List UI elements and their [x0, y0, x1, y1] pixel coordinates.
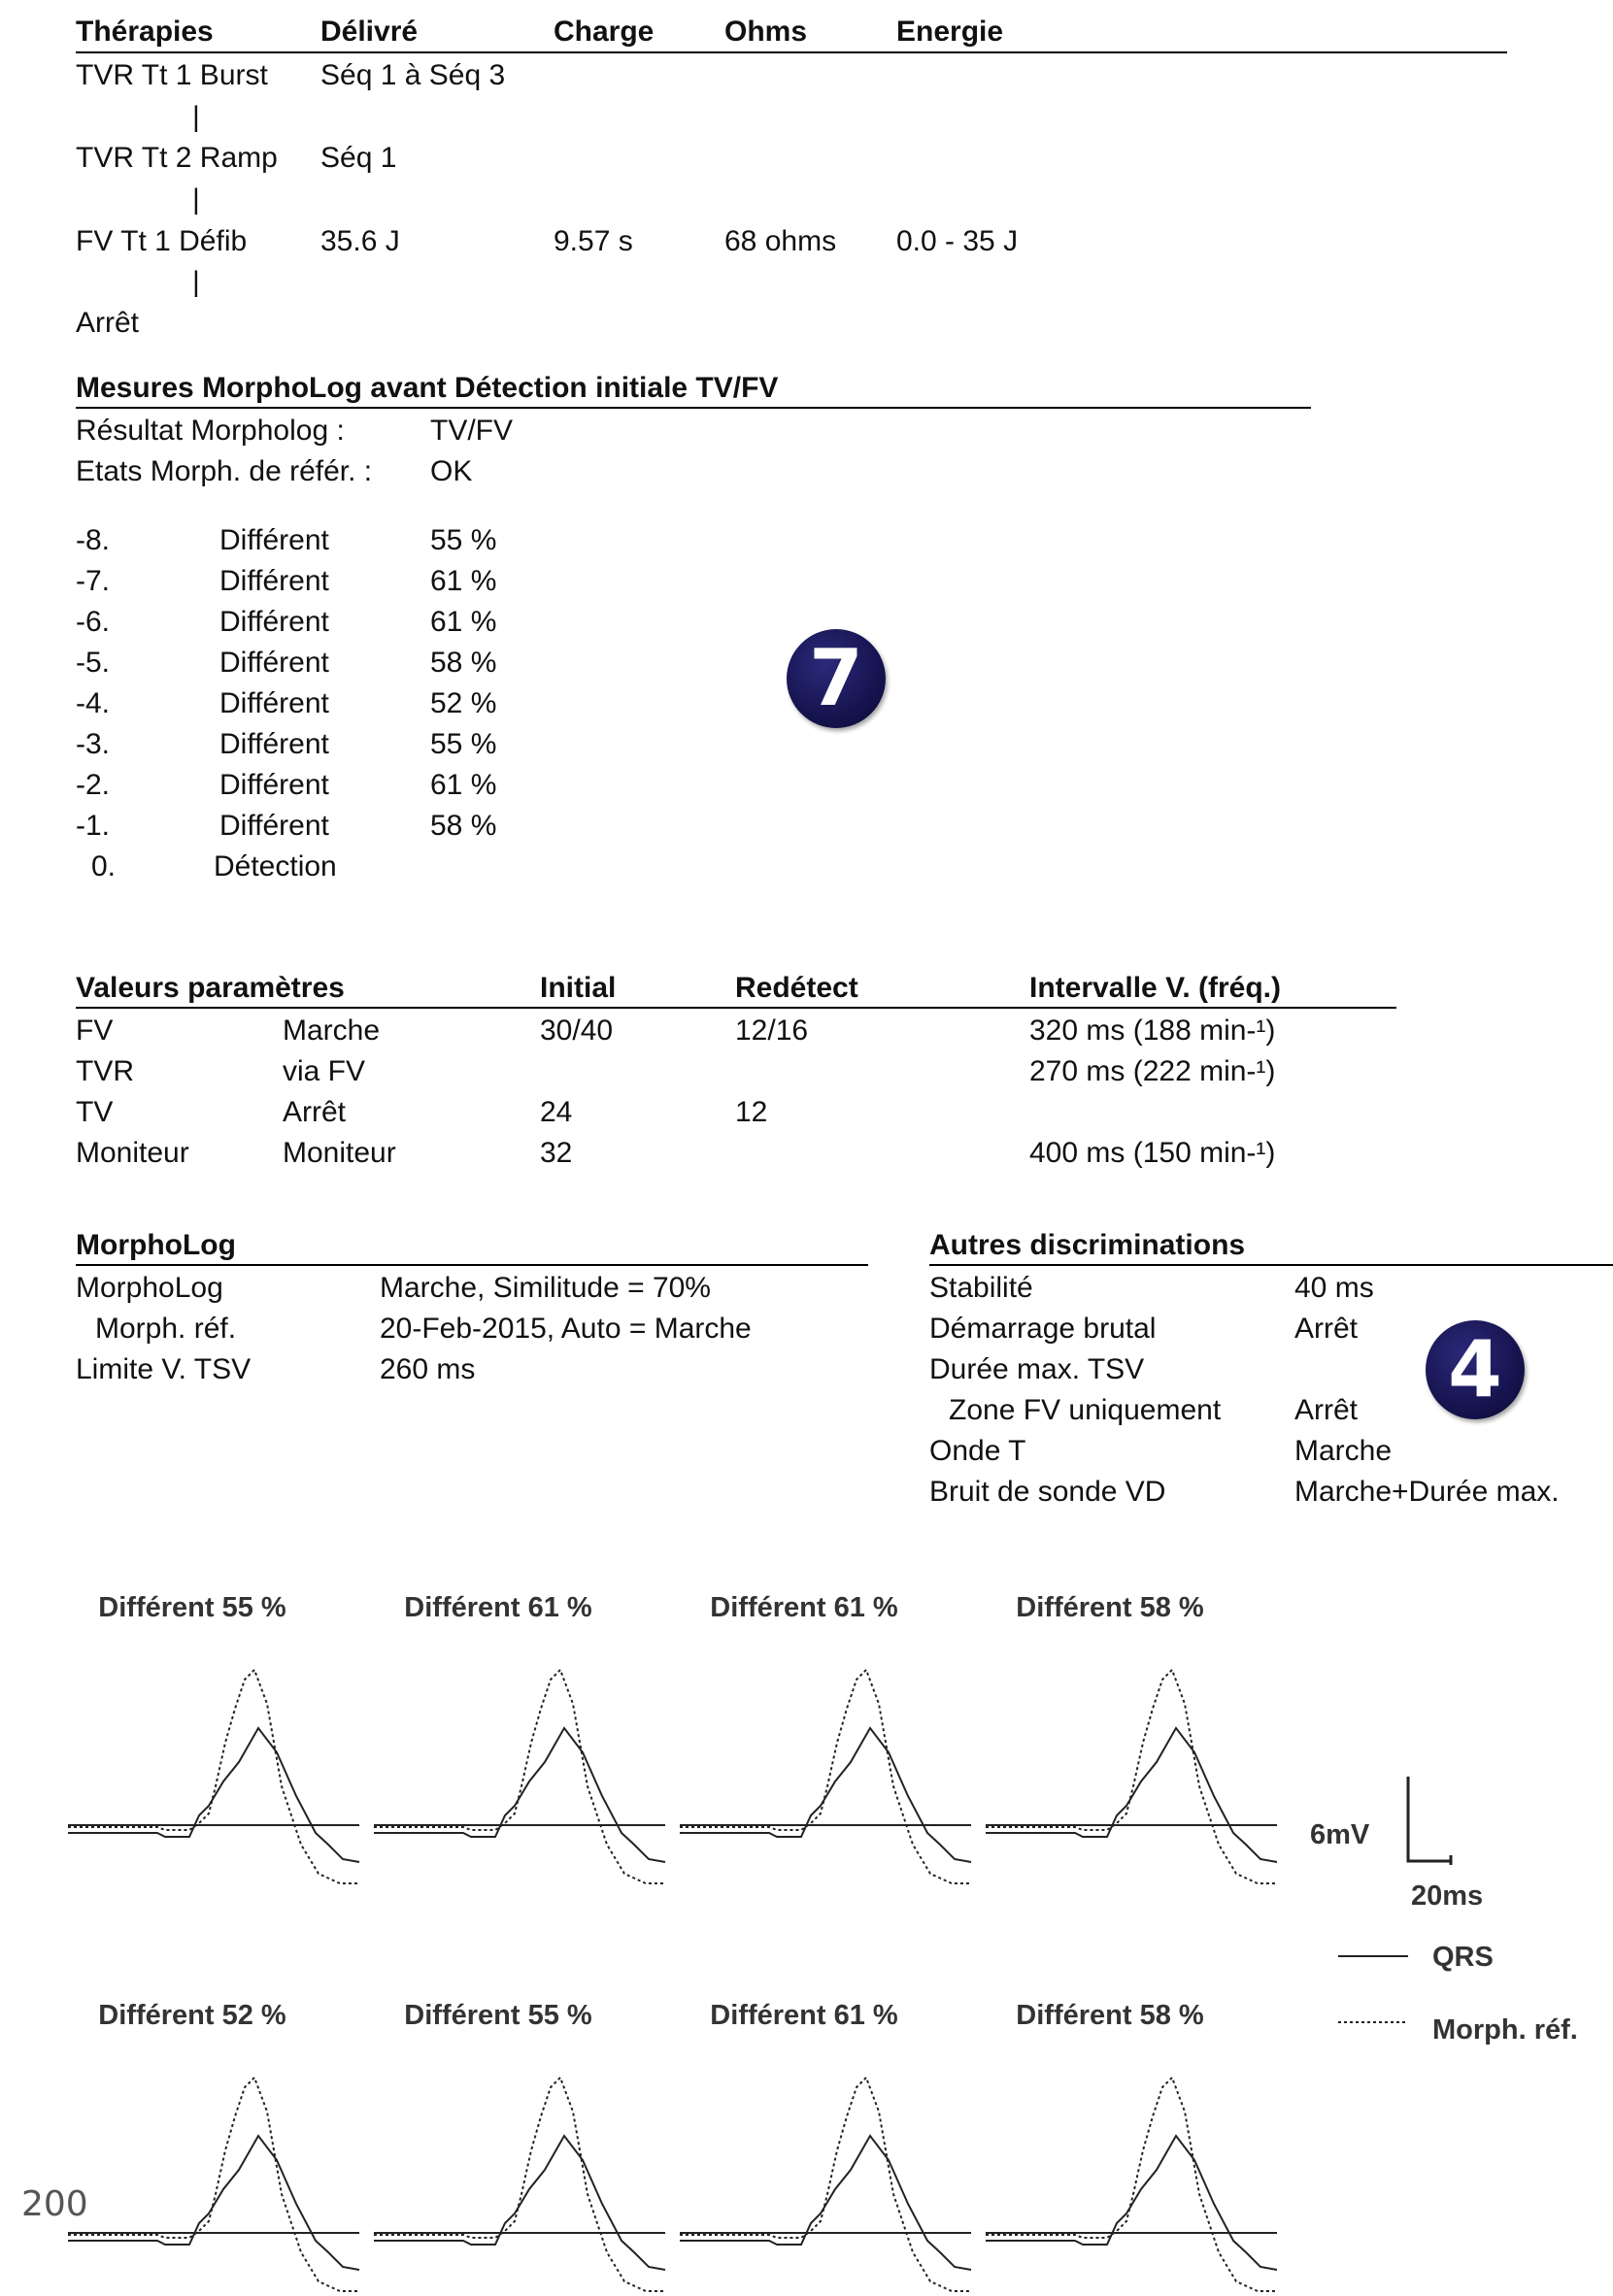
page-number: 200 — [21, 2184, 88, 2224]
time-scale-label: 20ms — [1411, 1880, 1484, 1912]
therapy-ohms: 68 ohms — [724, 225, 837, 257]
measure-index: -8. — [76, 524, 111, 556]
morpholog-value: Marche, Similitude = 70% — [380, 1272, 711, 1304]
other-discriminations-title: Autres discriminations — [929, 1229, 1246, 1261]
param-mode: via FV — [283, 1055, 366, 1087]
param-mode: Moniteur — [283, 1137, 396, 1169]
discrimination-value: Arrêt — [1294, 1394, 1359, 1426]
discrimination-value: 40 ms — [1294, 1272, 1374, 1304]
measure-status: Différent — [219, 606, 329, 638]
measure-index: -4. — [76, 687, 111, 719]
qrs-trace — [986, 1728, 1277, 1862]
waveform-label: Différent 61 % — [710, 1592, 898, 1623]
result-label: Résultat Morpholog : — [76, 415, 345, 447]
morpholog-measures-rule — [76, 407, 1311, 409]
qrs-waveform-chart — [680, 1646, 981, 1888]
morpholog-value: 260 ms — [380, 1353, 476, 1385]
waveform-label: Différent 61 % — [710, 2000, 898, 2031]
callout-badge-4: 4 — [1426, 1320, 1525, 1419]
param-redetect: 12 — [735, 1096, 768, 1128]
therapy-end: Arrêt — [76, 307, 140, 339]
qrs-waveform-chart — [986, 1646, 1287, 1888]
interval-header: Intervalle V. (fréq.) — [1029, 972, 1281, 1004]
charge-header: Charge — [554, 16, 655, 48]
qrs-waveform-chart — [374, 1646, 675, 1888]
morph-ref-trace — [680, 1670, 969, 1883]
measure-index: -7. — [76, 565, 111, 597]
morph-ref-trace — [986, 1670, 1275, 1883]
therapy-delivered: Séq 1 à Séq 3 — [320, 59, 506, 91]
redetect-header: Redétect — [735, 972, 858, 1004]
qrs-legend-line-icon — [1338, 1951, 1416, 1961]
qrs-trace — [680, 1728, 971, 1862]
therapy-connector: | — [192, 266, 200, 298]
measure-index: -1. — [76, 810, 111, 842]
qrs-trace — [374, 2136, 665, 2270]
energy-header: Energie — [896, 16, 1004, 48]
morph-ref-trace — [374, 1670, 663, 1883]
qrs-trace — [68, 2136, 359, 2270]
discrimination-label: Démarrage brutal — [929, 1313, 1157, 1345]
result-value: TV/FV — [430, 415, 514, 447]
discrimination-value: Arrêt — [1294, 1313, 1359, 1345]
param-redetect: 12/16 — [735, 1015, 809, 1047]
qrs-waveform-chart — [68, 1646, 369, 1888]
qrs-legend-label: QRS — [1432, 1942, 1494, 1973]
measure-index: -3. — [76, 728, 111, 760]
parameters-rule — [76, 1007, 1396, 1009]
morpholog-title: MorphoLog — [76, 1229, 236, 1261]
delivered-header: Délivré — [320, 16, 419, 48]
measure-status: Différent — [219, 810, 329, 842]
measure-status: Détection — [214, 850, 337, 882]
morpholog-rule — [76, 1264, 868, 1266]
measure-status: Différent — [219, 524, 329, 556]
qrs-waveform-chart — [680, 2053, 981, 2296]
discrimination-value: Marche+Durée max. — [1294, 1476, 1560, 1508]
param-initial: 30/40 — [540, 1015, 614, 1047]
therapies-header-rule — [76, 51, 1507, 53]
waveform-label: Différent 58 % — [1016, 2000, 1204, 2031]
waveform-label: Différent 55 % — [98, 1592, 286, 1623]
param-interval: 270 ms (222 min-¹) — [1029, 1055, 1276, 1087]
measure-percent: 58 % — [430, 810, 497, 842]
param-interval: 320 ms (188 min-¹) — [1029, 1015, 1276, 1047]
morph-ref-trace — [986, 2078, 1275, 2291]
measure-index: -2. — [76, 769, 111, 801]
morpholog-label: Limite V. TSV — [76, 1353, 252, 1385]
discrimination-label: Durée max. TSV — [929, 1353, 1145, 1385]
therapy-connector: | — [192, 183, 200, 216]
measure-index: 0. — [91, 850, 117, 882]
measure-index: -5. — [76, 647, 111, 679]
param-zone: TV — [76, 1096, 114, 1128]
morpholog-measures-title: Mesures MorphoLog avant Détection initiale TV/FV — [76, 372, 779, 404]
ref-legend-line-icon — [1338, 2017, 1416, 2027]
ref-label: Etats Morph. de référ. : — [76, 455, 373, 487]
therapy-delivered: Séq 1 — [320, 142, 397, 174]
discrimination-label: Stabilité — [929, 1272, 1033, 1304]
therapy-connector: | — [192, 101, 200, 133]
discrimination-value: Marche — [1294, 1435, 1393, 1467]
measure-percent: 52 % — [430, 687, 497, 719]
measure-percent: 61 % — [430, 769, 497, 801]
parameters-header: Valeurs paramètres — [76, 972, 345, 1004]
ohms-header: Ohms — [724, 16, 808, 48]
morpholog-value: 20-Feb-2015, Auto = Marche — [380, 1313, 752, 1345]
ref-value: OK — [430, 455, 473, 487]
qrs-trace — [986, 2136, 1277, 2270]
qrs-trace — [680, 2136, 971, 2270]
measure-percent: 61 % — [430, 606, 497, 638]
therapy-delivered: 35.6 J — [320, 225, 400, 257]
ref-legend-label: Morph. réf. — [1432, 2014, 1578, 2046]
therapy-name: FV Tt 1 Défib — [76, 225, 248, 257]
therapies-header: Thérapies — [76, 16, 214, 48]
param-zone: TVR — [76, 1055, 134, 1087]
measure-status: Différent — [219, 565, 329, 597]
qrs-waveform-chart — [68, 2053, 369, 2296]
measure-percent: 61 % — [430, 565, 497, 597]
scale-bar-icon — [1398, 1772, 1466, 1869]
discrimination-label: Zone FV uniquement — [949, 1394, 1222, 1426]
initial-header: Initial — [540, 972, 617, 1004]
qrs-trace — [68, 1728, 359, 1862]
measure-status: Différent — [219, 769, 329, 801]
param-mode: Marche — [283, 1015, 381, 1047]
waveform-label: Différent 61 % — [404, 1592, 592, 1623]
measure-percent: 58 % — [430, 647, 497, 679]
measure-status: Différent — [219, 687, 329, 719]
therapy-charge: 9.57 s — [554, 225, 633, 257]
qrs-waveform-chart — [374, 2053, 675, 2296]
therapy-energy: 0.0 - 35 J — [896, 225, 1019, 257]
param-initial: 24 — [540, 1096, 573, 1128]
morph-ref-trace — [68, 2078, 357, 2291]
morph-ref-trace — [680, 2078, 969, 2291]
therapy-name: TVR Tt 2 Ramp — [76, 142, 278, 174]
voltage-scale-label: 6mV — [1310, 1819, 1370, 1850]
waveform-label: Différent 52 % — [98, 2000, 286, 2031]
discrimination-label: Bruit de sonde VD — [929, 1476, 1166, 1508]
discrimination-label: Onde T — [929, 1435, 1026, 1467]
param-zone: FV — [76, 1015, 114, 1047]
morph-ref-trace — [68, 1670, 357, 1883]
therapy-name: TVR Tt 1 Burst — [76, 59, 268, 91]
measure-status: Différent — [219, 728, 329, 760]
morpholog-label: Morph. réf. — [95, 1313, 237, 1345]
param-zone: Moniteur — [76, 1137, 189, 1169]
measure-index: -6. — [76, 606, 111, 638]
measure-status: Différent — [219, 647, 329, 679]
callout-badge-7: 7 — [787, 629, 886, 728]
qrs-waveform-chart — [986, 2053, 1287, 2296]
measure-percent: 55 % — [430, 524, 497, 556]
param-mode: Arrêt — [283, 1096, 347, 1128]
param-interval: 400 ms (150 min-¹) — [1029, 1137, 1276, 1169]
other-discriminations-rule — [929, 1264, 1613, 1266]
waveform-label: Différent 58 % — [1016, 1592, 1204, 1623]
morpholog-label: MorphoLog — [76, 1272, 223, 1304]
param-initial: 32 — [540, 1137, 573, 1169]
morph-ref-trace — [374, 2078, 663, 2291]
waveform-label: Différent 55 % — [404, 2000, 592, 2031]
qrs-trace — [374, 1728, 665, 1862]
measure-percent: 55 % — [430, 728, 497, 760]
